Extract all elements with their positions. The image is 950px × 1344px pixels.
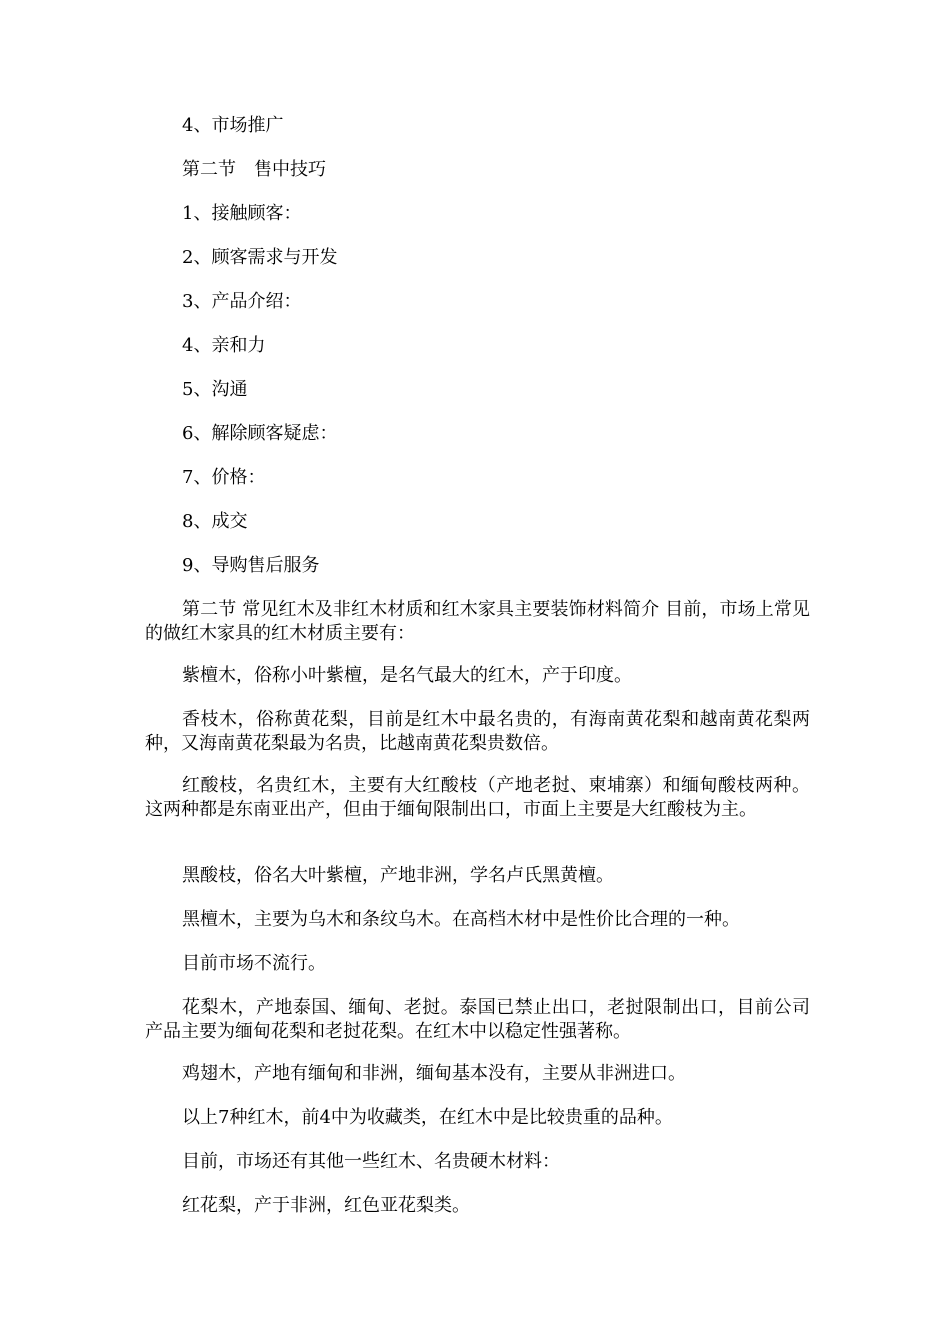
- paragraph: 以上7种红木，前4中为收藏类，在红木中是比较贵重的品种。: [182, 1107, 673, 1128]
- section-heading: 第二节 售中技巧: [182, 159, 326, 180]
- list-item: 8、成交: [182, 511, 248, 532]
- list-item: 3、产品介绍：: [182, 291, 302, 312]
- paragraph: 黑酸枝，俗名大叶紫檀，产地非洲，学名卢氏黑黄檀。: [182, 865, 614, 886]
- list-item: 1、接触顾客：: [182, 203, 302, 224]
- section-intro-paragraph: 第二节 常见红木及非红木材质和红木家具主要装饰材料简介 目前，市场上常见的做红木家具的红木材质主要有：: [145, 599, 810, 644]
- paragraph: 红花梨，产于非洲，红色亚花梨类。: [182, 1195, 470, 1216]
- paragraph: 香枝木，俗称黄花梨，目前是红木中最名贵的，有海南黄花梨和越南黄花梨两种，又海南黄花梨最为名贵，比越南黄花梨贵数倍。: [145, 709, 810, 754]
- paragraph: 目前市场不流行。: [182, 953, 326, 974]
- list-item: 4、亲和力: [182, 335, 266, 356]
- list-item: 5、沟通: [182, 379, 248, 400]
- paragraph: 目前，市场还有其他一些红木、名贵硬木材料：: [182, 1151, 560, 1172]
- list-item: 7、价格：: [182, 467, 266, 488]
- paragraph: 黑檀木，主要为乌木和条纹乌木。在高档木材中是性价比合理的一种。: [182, 909, 740, 930]
- paragraph: 花梨木，产地泰国、缅甸、老挝。泰国已禁止出口，老挝限制出口，目前公司产品主要为缅甸花梨和老挝花梨。在红木中以稳定性强著称。: [145, 997, 810, 1042]
- list-item: 2、顾客需求与开发: [182, 247, 338, 268]
- list-item: 6、解除顾客疑虑：: [182, 423, 338, 444]
- paragraph: 紫檀木，俗称小叶紫檀，是名气最大的红木，产于印度。: [182, 665, 632, 686]
- list-item: 9、导购售后服务: [182, 555, 320, 576]
- paragraph: 红酸枝，名贵红木，主要有大红酸枝（产地老挝、柬埔寨）和缅甸酸枝两种。这两种都是东南亚出产，但由于缅甸限制出口，市面上主要是大红酸枝为主。: [145, 775, 810, 820]
- list-item: 4、市场推广: [182, 115, 284, 136]
- paragraph: 鸡翅木，产地有缅甸和非洲，缅甸基本没有，主要从非洲进口。: [182, 1063, 686, 1084]
